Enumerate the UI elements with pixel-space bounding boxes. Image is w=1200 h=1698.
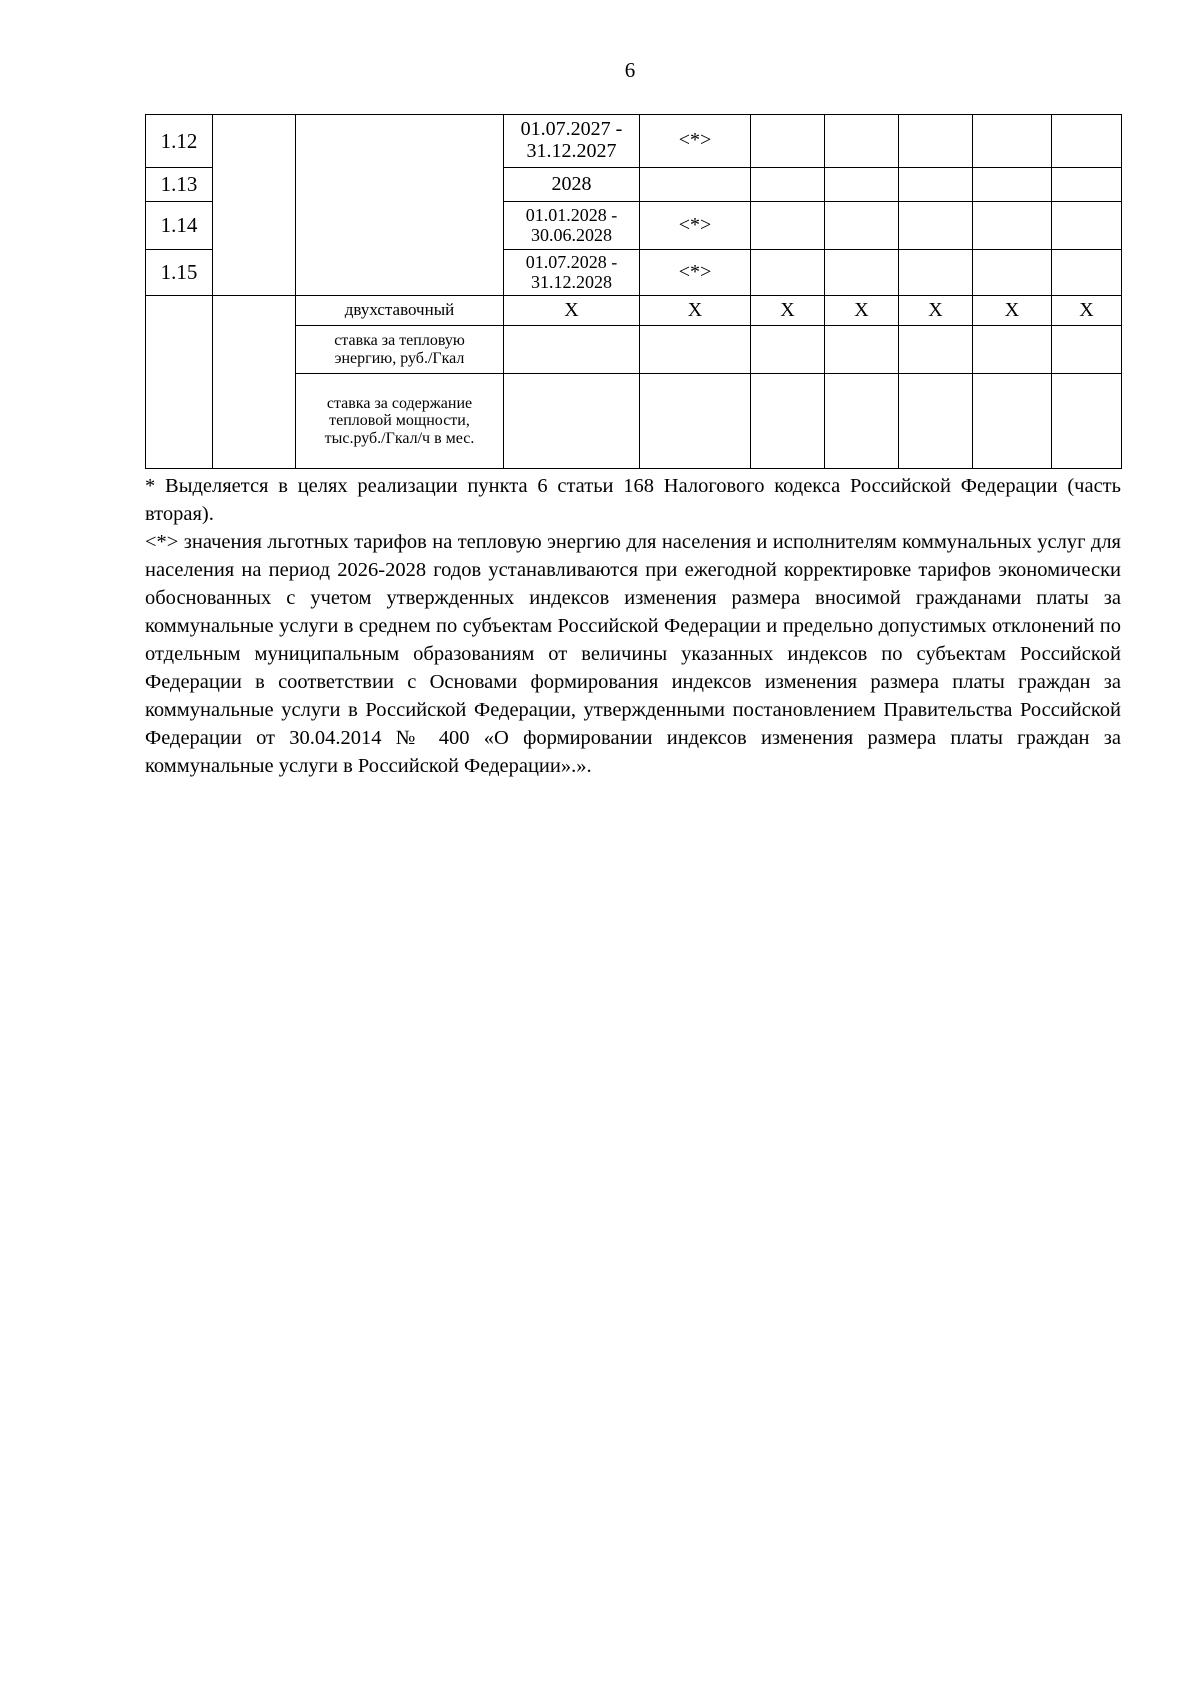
row-number: 1.15 xyxy=(146,250,213,296)
x-mark: X xyxy=(1052,296,1122,326)
mark-cell xyxy=(640,168,751,202)
footnotes xyxy=(145,472,1121,780)
tariff-table xyxy=(145,114,1122,469)
mark-cell: <*> xyxy=(640,115,751,168)
x-mark: X xyxy=(751,296,825,326)
period-cell: 01.01.2028 - 30.06.2028 xyxy=(504,202,640,250)
mark-cell: <*> xyxy=(640,250,751,296)
x-mark: X xyxy=(640,296,751,326)
row-number: 1.12 xyxy=(146,115,213,168)
table-row xyxy=(146,296,1122,326)
page-number: 6 xyxy=(624,58,636,82)
period-cell: 01.07.2027 - 31.12.2027 xyxy=(504,115,640,168)
empty-cell xyxy=(296,115,504,296)
x-mark: X xyxy=(825,296,899,326)
empty-cell xyxy=(146,296,213,469)
row-number: 1.13 xyxy=(146,168,213,202)
capacity-rate-label: ставка за содержание тепловой мощности, тыс.руб./Гкал/ч в мес. xyxy=(296,374,504,469)
period-cell: 2028 xyxy=(504,168,640,202)
footnote-star-mark: <*> значения льготных тарифов на тепловую энергию для населения и исполнителям коммунальных услуг для населения на период 2026-2028 годов устанавливаются при ежегодной корректировке тарифов экономически обоснованных с учетом утвержденных индексов изменения размера вносимой гражданами платы за коммунальные услуги в среднем по субъектам Российской Федерации и предельно допустимых отклонений по отдельным муниципальным образованиям от величины указанных индексов по субъектам Российской Федерации в соответствии с Основами формирования индексов изменения размера платы граждан за коммунальные услуги в Российской Федерации, утвержденными постановлением Правительства Российской Федерации от 30.04.2014 № 400 «О формировании индексов изменения размера платы граждан за коммунальные услуги в Российской Федерации».». xyxy=(145,531,1121,777)
x-mark: X xyxy=(504,296,640,326)
period-cell: 01.07.2028 - 31.12.2028 xyxy=(504,250,640,296)
energy-rate-label: ставка за тепловую энергию, руб./Гкал xyxy=(296,326,504,374)
empty-cell xyxy=(213,115,296,296)
x-mark: X xyxy=(899,296,973,326)
mark-cell: <*> xyxy=(640,202,751,250)
table-row xyxy=(146,115,1122,168)
two-rate-label: двухставочный xyxy=(296,296,504,326)
footnote-asterisk: * Выделяется в целях реализации пункта 6 статьи 168 Налогового кодекса Российской Федерации (часть вторая). xyxy=(145,475,1121,525)
empty-cell xyxy=(213,296,296,469)
row-number: 1.14 xyxy=(146,202,213,250)
x-mark: X xyxy=(973,296,1052,326)
